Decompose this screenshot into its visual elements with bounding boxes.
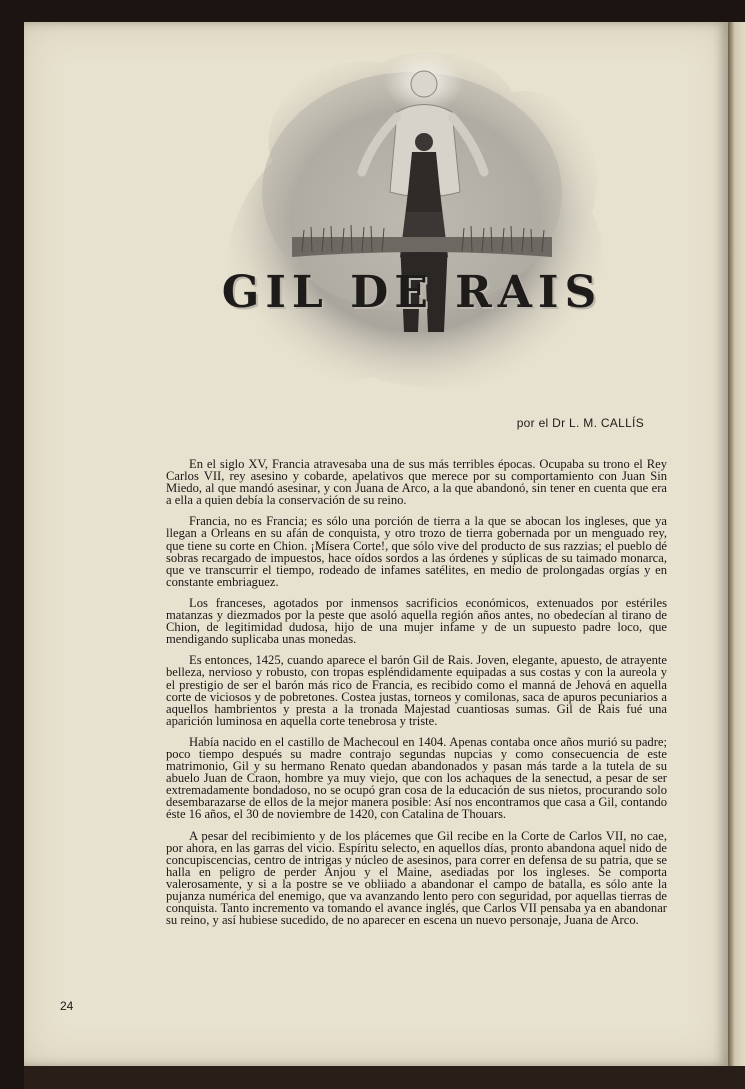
article-title: GIL DE RAIS	[221, 267, 603, 318]
article-body	[166, 458, 667, 935]
paragraph-1: En el siglo XV, Francia atravesaba una de sus más terribles épocas. Ocupaba su trono el Rey Carlos VII, rey asesino y cobarde, apelativos que merece por su comportamiento con Juan Sin Miedo, al que mandó asesinar, y con Juana de Arco, a la que abandonó, sin tener en cuenta que era a ella a quien debía la conservación de su reino.	[166, 457, 667, 508]
adjacent-page-edge	[728, 22, 745, 1066]
knight-illustration	[212, 42, 612, 397]
book-bottom-edge	[24, 1066, 745, 1089]
knight-vignette-image	[212, 42, 612, 397]
paragraph-3: Los franceses, agotados por inmensos sacrificios económicos, extenuados por estériles matanzas y diezmados por la peste que asoló aquella región años antes, no obedecían al tirano de Chion, de legitimidad dudosa, hijo de una mujer infame y de un supuesto padre loco, que mendigando suplicaba unas monedas.	[166, 595, 667, 647]
paragraph-4: Es entonces, 1425, cuando aparece el barón Gil de Rais. Joven, elegante, apuesto, de atrayente belleza, nervioso y robusto, con tropas espléndidamente equipadas a sus costas y con la aureola y el prestigio de ser el barón más rico de Francia, es recibido como el manná de Jehová en aquella corte de viciosos y de pobretones. Costea justas, torneos y comilonas, saca de apuros pecuniarios a aquellos hambrientos y presta a la tronada Majestad cuantiosas sumas. Gil de Rais fué una aparición luminosa en aquella corte tenebrosa y triste.	[166, 653, 667, 728]
magazine-page	[24, 22, 728, 1066]
paragraph-6: A pesar del recibimiento y de los plácemes que Gil recibe en la Corte de Carlos VII, no cae, por ahora, en las garras del vicio. Espíritu selecto, en aquellos días, pronto abandona aquel nido de concupiscencias, centro de intrigas y núcleo de asesinos, para correr en defensa de su patria, que se halla en peligro de perder Anjou y el Maine, asediadas por los ingleses. Se comporta valerosamente, y si a la postre se ve obliiado a abandonar el campo de batalla, es sólo ante la pujanza numérica del enemigo, que va avanzando lento pero con seguridad, por aquellas tierras de conquista. Tanto incremento va tomando el avance inglés, que Carlos VII pensaba ya en abandonar su reino, y así hubiese sucedido, de no aparecer en escena un nuevo personaje, Juana de Arco.	[166, 828, 667, 928]
paragraph-2: Francia, no es Francia; es sólo una porción de tierra a la que se abocan los ingleses, que ya llegan a Orleans en su afán de conquista, y otro trozo de tierra gobernada por un menguado rey, que tiene su corte en Chion. ¡Mísera Corte!, que sólo vive del producto de sus razzias; el pueblo dé sobras recargado de impuestos, hace oídos sordos a las órdenes y súplicas de su taimado monarca, que ve transcurrir el tiempo, rodeado de infames satélites, en medio de prolongadas orgías y en constante embriaguez.	[166, 514, 667, 589]
page-number: 24	[60, 999, 74, 1013]
article-byline: por el Dr L. M. CALLÍS	[516, 416, 644, 430]
paragraph-5: Había nacido en el castillo de Machecoul en 1404. Apenas contaba once años murió su padre; poco tiempo después su madre contrajo segundas nupcias y como consecuencia de este matrimonio, Gil y su hermano Renato quedan abandonados y pasan más tarde a la tutela de su abuelo Juan de Craon, hombre ya muy viejo, que con los achaques de la senectud, a pesar de ser extremadamente bondadoso, no se ocupó gran cosa de la educación de sus nietos, procurando solo desembarazarse de ellos de la mejor manera posible: Así nos encontramos que casa a Gil, contando éste 16 años, el 30 de noviembre de 1420, con Catalina de Thouars.	[166, 734, 667, 822]
